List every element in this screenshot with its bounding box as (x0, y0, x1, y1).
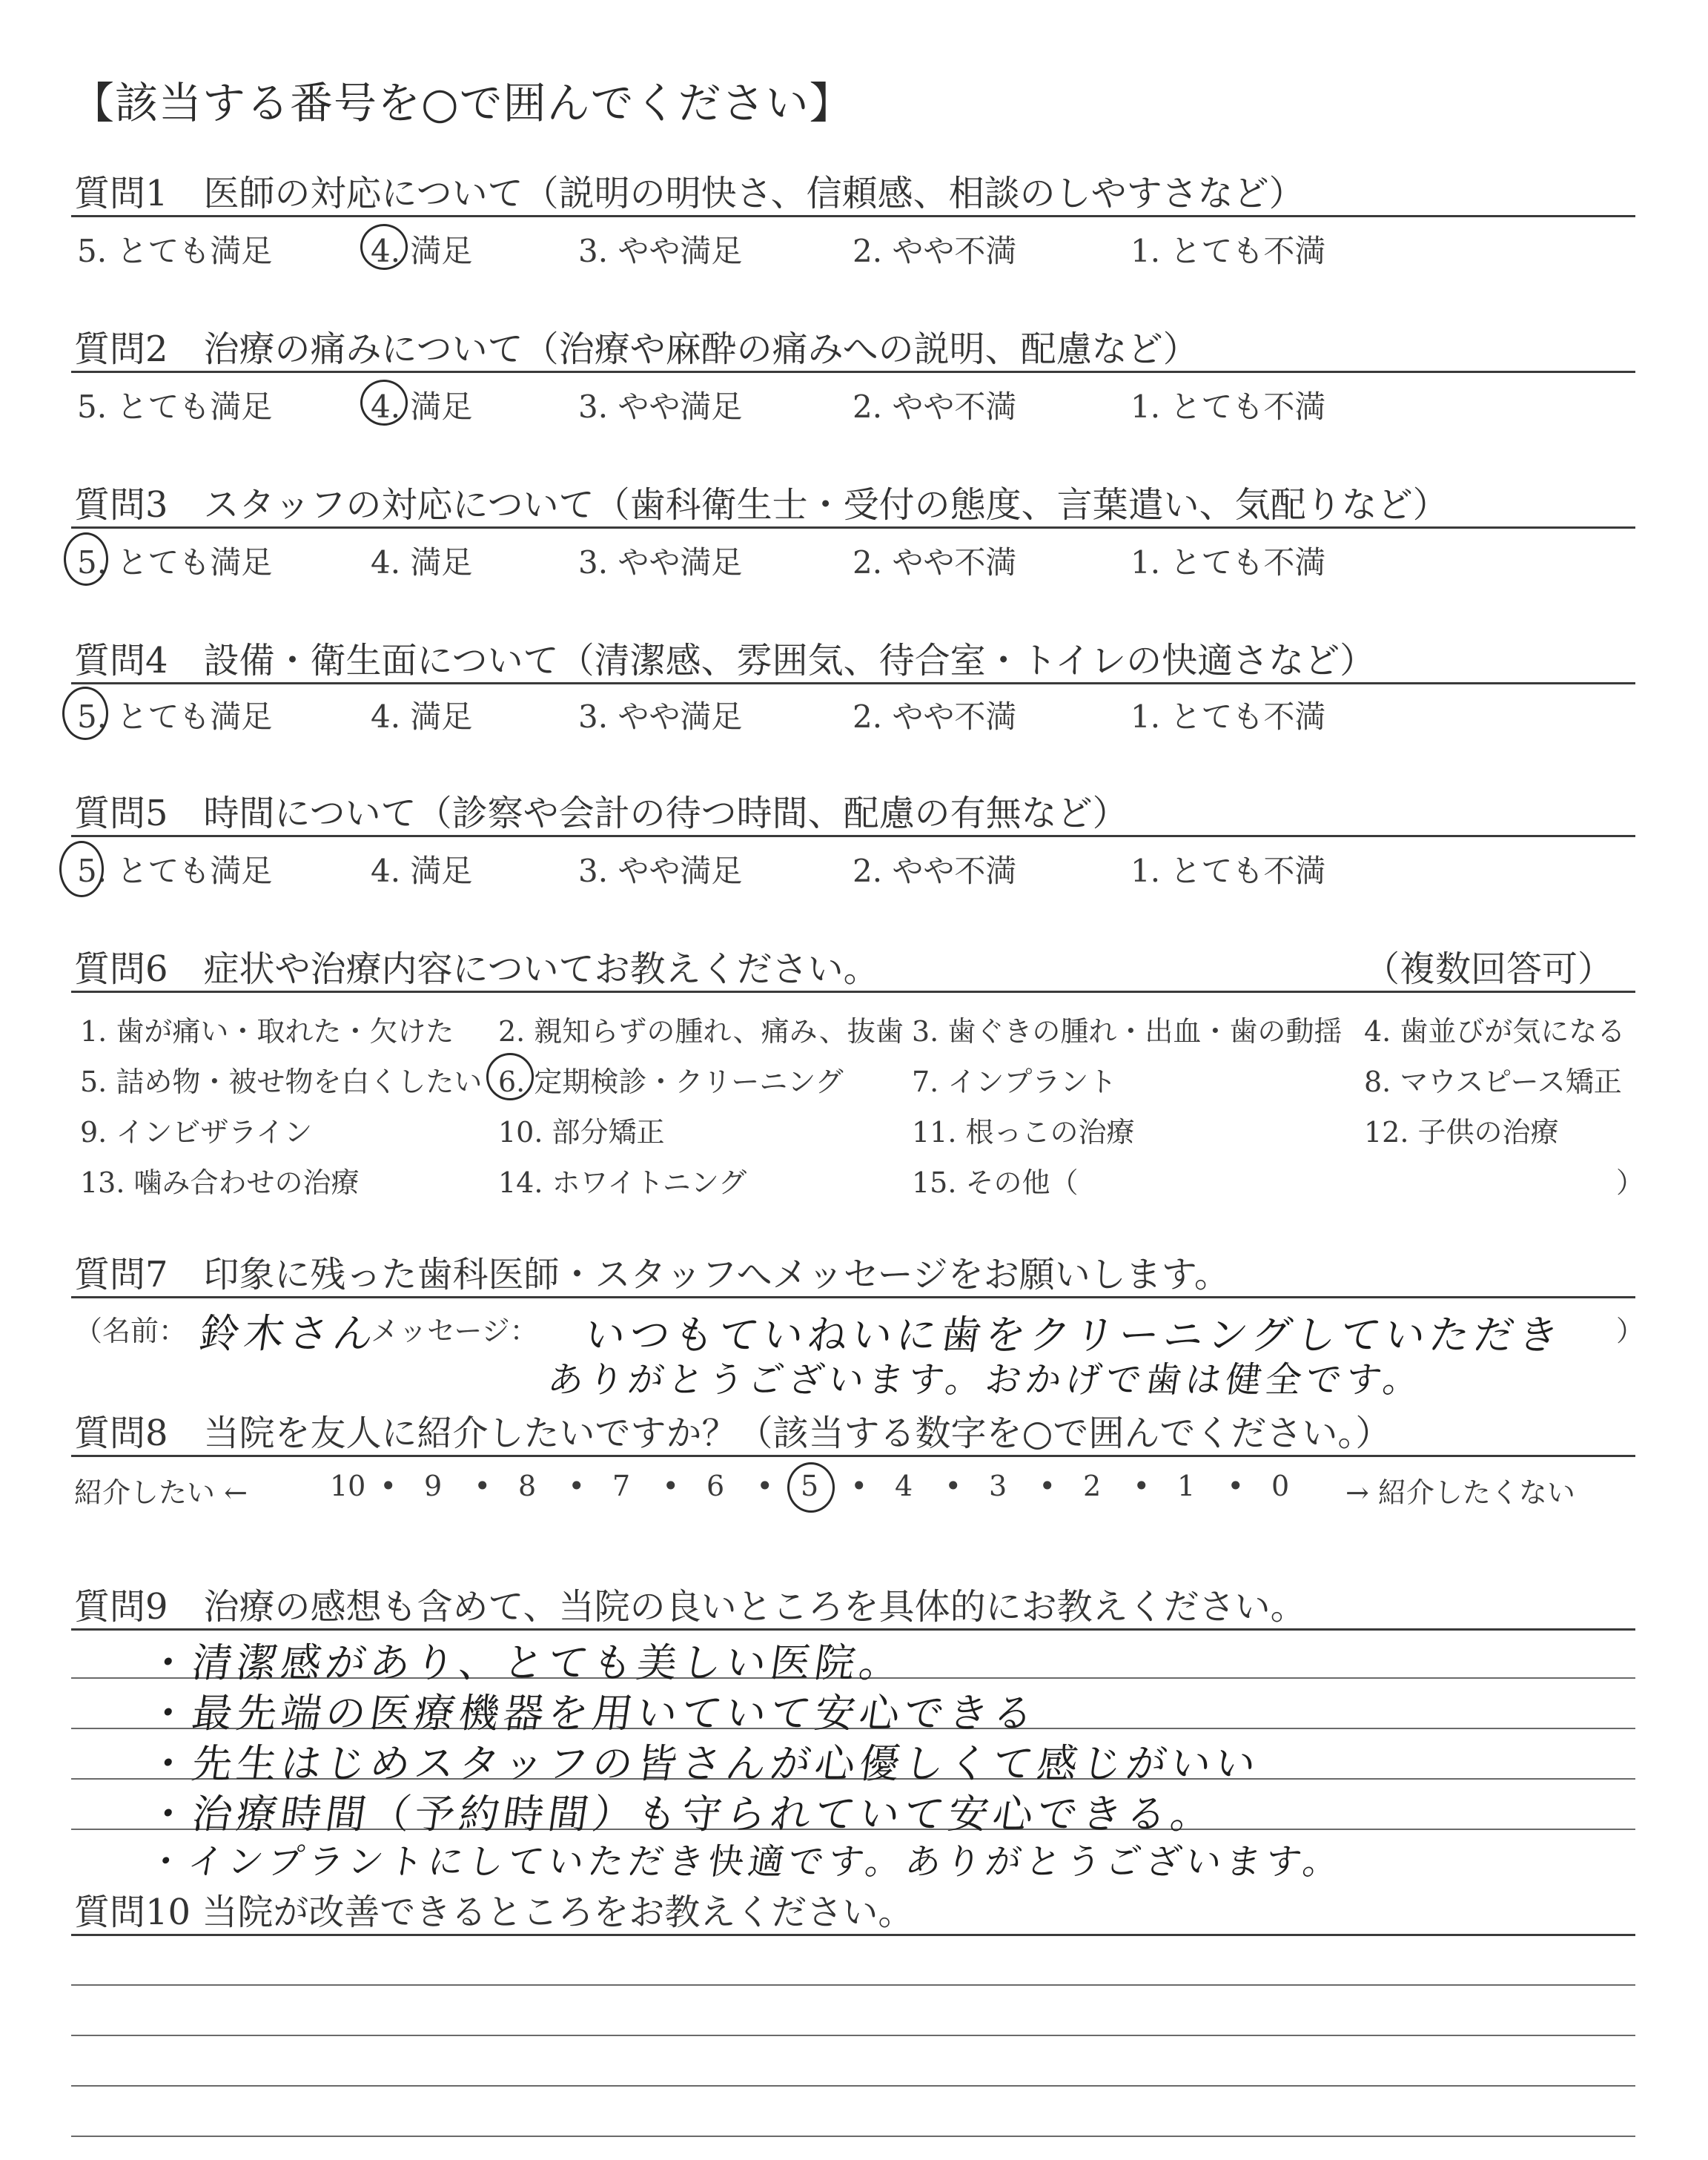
q3-option-3[interactable]: 3. やや満足 (578, 544, 743, 581)
q6-option-6[interactable]: 6. 定期検診・クリーニング (498, 1066, 844, 1098)
q8-selected-circle (787, 1462, 835, 1513)
q8-number-5[interactable]: 5 (801, 1470, 819, 1502)
q1-option-5[interactable]: 5. とても満足 (77, 233, 273, 269)
question-1-title: 質問1 医師の対応について（説明の明快さ、信頼感、相談のしやすさなど） (74, 173, 1305, 214)
q4-option-5[interactable]: 5. とても満足 (77, 698, 273, 735)
q8-separator-dot: • (1039, 1470, 1056, 1502)
q8-number-6[interactable]: 6 (706, 1470, 725, 1502)
page-title: 【該当する番号を○で囲んでください】 (71, 78, 853, 128)
q4-selected-circle (62, 687, 108, 740)
q1-option-2[interactable]: 2. やや不満 (853, 233, 1017, 269)
question-5-rule (71, 835, 1635, 837)
question-5-title: 質問5 時間について（診察や会計の待つ時間、配慮の有無など） (74, 793, 1128, 834)
question-4-rule (71, 682, 1635, 684)
q8-number-2[interactable]: 2 (1083, 1470, 1102, 1502)
q6-option-12[interactable]: 12. 子供の治療 (1364, 1116, 1559, 1149)
q5-option-3[interactable]: 3. やや満足 (578, 853, 743, 889)
q6-option-2[interactable]: 2. 親知らずの腫れ、痛み、抜歯 (498, 1015, 904, 1048)
question-2-title: 質問2 治療の痛みについて（治療や麻酔の痛みへの説明、配慮など） (74, 328, 1199, 370)
q10-line-4 (71, 2136, 1635, 2137)
q5-option-1[interactable]: 1. とても不満 (1131, 853, 1326, 889)
q8-separator-dot: • (380, 1470, 397, 1502)
q5-option-2[interactable]: 2. やや不満 (853, 853, 1017, 889)
q6-option-3[interactable]: 3. 歯ぐきの腫れ・出血・歯の動揺 (912, 1015, 1343, 1048)
q8-left-label: 紹介したい ← (74, 1476, 248, 1509)
q8-right-label: → 紹介したくない (1345, 1476, 1575, 1509)
question-9-title: 質問9 治療の感想も含めて、当院の良いところを具体的にお教えください。 (74, 1586, 1306, 1628)
question-8-rule (71, 1455, 1635, 1457)
q4-option-3[interactable]: 3. やや満足 (578, 698, 743, 735)
question-2-rule (71, 371, 1635, 373)
q10-line-3 (71, 2085, 1635, 2087)
q8-separator-dot: • (1133, 1470, 1150, 1502)
q9-answer-4[interactable]: ・治療時間（予約時間）も守られていて安心できる。 (145, 1791, 1219, 1837)
q6-option-8[interactable]: 8. マウスピース矯正 (1364, 1066, 1622, 1098)
q6-option-5[interactable]: 5. 詰め物・被せ物を白くしたい (80, 1066, 483, 1098)
question-3-title: 質問3 スタッフの対応について（歯科衛生士・受付の態度、言葉遣い、気配りなど） (74, 484, 1449, 526)
q8-number-7[interactable]: 7 (612, 1470, 631, 1502)
q6-option-4[interactable]: 4. 歯並びが気になる (1364, 1015, 1626, 1048)
q7-message-line-2[interactable]: ありがとうございます。おかげで歯は健全です。 (545, 1359, 1426, 1401)
q3-selected-circle (64, 532, 108, 586)
q6-option-11[interactable]: 11. 根っこの治療 (912, 1116, 1135, 1149)
q6-option-13[interactable]: 13. 噛み合わせの治療 (80, 1166, 360, 1199)
q3-option-5[interactable]: 5. とても満足 (77, 544, 273, 581)
q3-option-1[interactable]: 1. とても不満 (1131, 544, 1326, 581)
q8-separator-dot: • (850, 1470, 867, 1502)
question-10-rule (71, 1934, 1635, 1936)
q5-selected-circle (59, 841, 104, 897)
q2-option-5[interactable]: 5. とても満足 (77, 389, 273, 425)
q2-option-4[interactable]: 4. 満足 (371, 389, 473, 425)
question-8-title: 質問8 当院を友人に紹介したいですか？（該当する数字を○で囲んでください。） (74, 1413, 1391, 1454)
question-6-note: （複数回答可） (1364, 948, 1614, 990)
q8-number-0[interactable]: 0 (1271, 1470, 1290, 1502)
q9-answer-2[interactable]: ・最先端の医療機器を用いていて安心できる (145, 1690, 1041, 1737)
q4-option-2[interactable]: 2. やや不満 (853, 698, 1017, 735)
q8-number-9[interactable]: 9 (424, 1470, 443, 1502)
q8-number-3[interactable]: 3 (989, 1470, 1007, 1502)
q10-line-2 (71, 2035, 1635, 2036)
q6-option-14[interactable]: 14. ホワイトニング (498, 1166, 747, 1199)
q1-option-4[interactable]: 4. 満足 (371, 233, 473, 269)
q8-separator-dot: • (1227, 1470, 1244, 1502)
q2-option-2[interactable]: 2. やや不満 (853, 389, 1017, 425)
question-4-title: 質問4 設備・衛生面について（清潔感、雰囲気、待合室・トイレの快適さなど） (74, 640, 1376, 681)
q8-separator-dot: • (568, 1470, 585, 1502)
q8-number-4[interactable]: 4 (895, 1470, 913, 1502)
q4-option-1[interactable]: 1. とても不満 (1131, 698, 1326, 735)
q2-selected-circle (360, 380, 408, 426)
q6-option-9[interactable]: 9. インビザライン (80, 1116, 313, 1149)
q8-number-10[interactable]: 10 (330, 1470, 366, 1502)
q9-answer-3[interactable]: ・先生はじめスタッフの皆さんが心優しくて感じがいい (145, 1740, 1263, 1787)
question-1-rule (71, 215, 1635, 217)
q1-selected-circle (360, 224, 408, 270)
question-3-rule (71, 526, 1635, 529)
q2-option-1[interactable]: 1. とても不満 (1131, 389, 1326, 425)
q7-message-label: メッセージ： (371, 1315, 538, 1347)
q1-option-3[interactable]: 3. やや満足 (578, 233, 743, 269)
q4-option-4[interactable]: 4. 満足 (371, 698, 473, 735)
q5-option-5[interactable]: 5. とても満足 (77, 853, 273, 889)
q8-number-1[interactable]: 1 (1177, 1470, 1196, 1502)
q8-separator-dot: • (474, 1470, 491, 1502)
question-6-rule (71, 991, 1635, 993)
q8-separator-dot: • (756, 1470, 773, 1502)
q7-name-value[interactable]: 鈴木さん (196, 1310, 381, 1357)
q6-option-15[interactable]: 15. その他（ (912, 1166, 1079, 1199)
question-7-rule (71, 1296, 1635, 1298)
q6-selected-circle (486, 1053, 534, 1100)
q6-option-15-close: ） (1616, 1166, 1645, 1199)
q8-number-8[interactable]: 8 (518, 1470, 537, 1502)
question-10-title: 質問10 当院が改善できるところをお教えください。 (74, 1892, 914, 1933)
question-6-title: 質問6 症状や治療内容についてお教えください。 (74, 948, 879, 990)
q1-option-1[interactable]: 1. とても不満 (1131, 233, 1326, 269)
q3-option-4[interactable]: 4. 満足 (371, 544, 473, 581)
q10-line-1 (71, 1984, 1635, 1986)
q6-option-10[interactable]: 10. 部分矯正 (498, 1116, 665, 1149)
q6-option-1[interactable]: 1. 歯が痛い・取れた・欠けた (80, 1015, 454, 1048)
q9-answer-1[interactable]: ・清潔感があり、とても美しい医院。 (145, 1639, 907, 1686)
question-7-title: 質問7 印象に残った歯科医師・スタッフへメッセージをお願いします。 (74, 1254, 1230, 1295)
q7-close-paren: ） (1616, 1315, 1645, 1347)
q6-option-7[interactable]: 7. インプラント (912, 1066, 1117, 1098)
q2-option-3[interactable]: 3. やや満足 (578, 389, 743, 425)
q5-option-4[interactable]: 4. 満足 (371, 853, 473, 889)
q8-separator-dot: • (662, 1470, 679, 1502)
question-9-rule (71, 1628, 1635, 1631)
q9-answer-5[interactable]: ・インプラントにしていただき快適です。ありがとうございます。 (145, 1841, 1346, 1883)
q3-option-2[interactable]: 2. やや不満 (853, 544, 1017, 581)
q7-message-line-1[interactable]: いつもていねいに歯をクリーニングしていただき (582, 1312, 1566, 1358)
q8-separator-dot: • (944, 1470, 961, 1502)
q7-name-label: （名前： (74, 1315, 188, 1347)
